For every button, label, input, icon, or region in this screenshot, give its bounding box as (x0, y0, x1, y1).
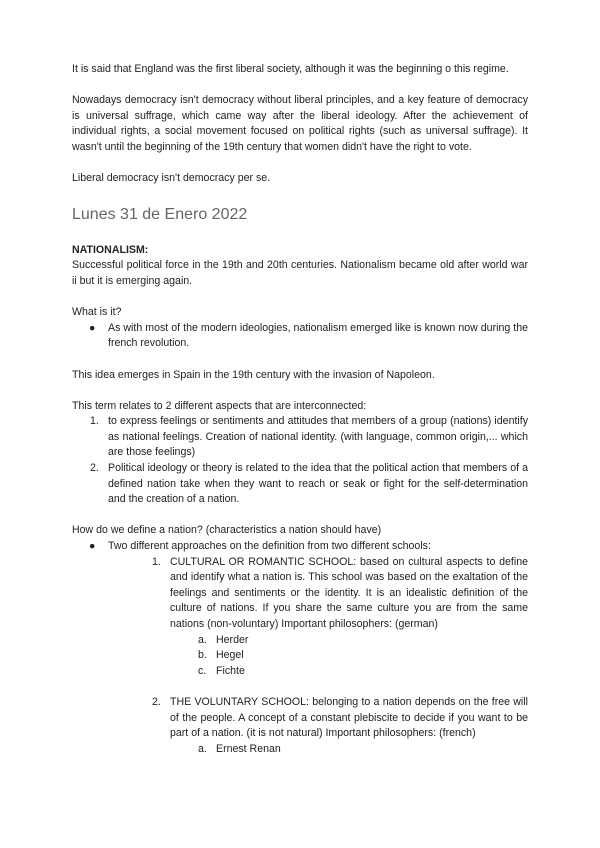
define-question: How do we define a nation? (characteristics a nation should have) (72, 524, 382, 537)
list-item (72, 633, 528, 649)
philosopher-name: Herder (216, 633, 249, 646)
list-item (72, 695, 528, 742)
list-item (72, 648, 528, 664)
what-is-it: What is it? (72, 306, 122, 319)
school-text: CULTURAL OR ROMANTIC SCHOOL: based on cultural aspects to define and identify what a nation is. This school was based on the exaltation of the feelings and sentiments or the identity. It is an idealistic definition of the culture of nations. If you share the same culture you are from the same nations (non-voluntary) Important philosophers: (german) (170, 555, 528, 630)
philosopher-name: Ernest Renan (216, 742, 281, 755)
nationalism-intro: Successful political force in the 19th and 20th centuries. Nationalism became old after world war ii but it is emerging again. (72, 259, 528, 287)
bullet-text: As with most of the modern ideologies, nationalism emerged like is known now during the french revolution. (108, 321, 528, 350)
list-item (72, 414, 528, 461)
spain-paragraph: This idea emerges in Spain in the 19th century with the invasion of Napoleon. (72, 368, 435, 381)
philosopher-name: Fichte (216, 664, 245, 677)
bullet-icon: ● (89, 321, 96, 334)
list-number: 1. (152, 555, 161, 568)
list-letter: b. (198, 649, 207, 662)
philosopher-name: Hegel (216, 649, 244, 662)
aspect-text: to express feelings or sentiments and attitudes that members of a group (nations) identify as national feelings. Creation of national identity. (with language, common origin,... which are those feelings) (108, 415, 528, 459)
list-item (72, 555, 528, 633)
bullet-icon: ● (89, 540, 96, 553)
list-number: 1. (90, 415, 99, 428)
term-relates: This term relates to 2 different aspects that are interconnected: (72, 399, 367, 412)
list-letter: c. (198, 664, 207, 677)
aspect-text: Political ideology or theory is related to the idea that the political action that members of a defined nation take when they want to reach or seak or fight for the self-determination and the creation of a nation. (108, 462, 528, 506)
approaches-text: Two different approaches on the definition from two different schools: (108, 540, 431, 553)
list-letter: a. (198, 633, 207, 646)
list-letter: a. (198, 742, 207, 755)
list-item (72, 321, 528, 352)
list-item (72, 461, 528, 508)
document-page (72, 62, 528, 757)
list-item (72, 742, 528, 758)
intro-paragraph-2: Nowadays democracy isn't democracy without liberal principles, and a key feature of democracy is universal suffrage, which came way after the liberal ideology. After the achievement of individual rights, a social movement focused on political rights (such as universal suffrage). It wasn't until the beginning of the 19th century that women didn't have the right to vote. (72, 94, 528, 153)
list-item (72, 664, 528, 680)
list-number: 2. (90, 462, 99, 475)
intro-paragraph-1: It is said that England was the first liberal society, although it was the beginning o this regime. (72, 63, 509, 75)
intro-paragraph-3: Liberal democracy isn't democracy per se. (72, 172, 271, 185)
date-heading: Lunes 31 de Enero 2022 (72, 205, 248, 223)
nationalism-title: NATIONALISM: (72, 243, 149, 256)
list-number: 2. (152, 695, 161, 708)
list-item (72, 539, 528, 555)
school-text: THE VOLUNTARY SCHOOL: belonging to a nation depends on the free will of the people. A concept of a constant plebiscite to decide if you want to be part of a nation. (it is not natural) Important philosophers: (french) (170, 695, 528, 740)
